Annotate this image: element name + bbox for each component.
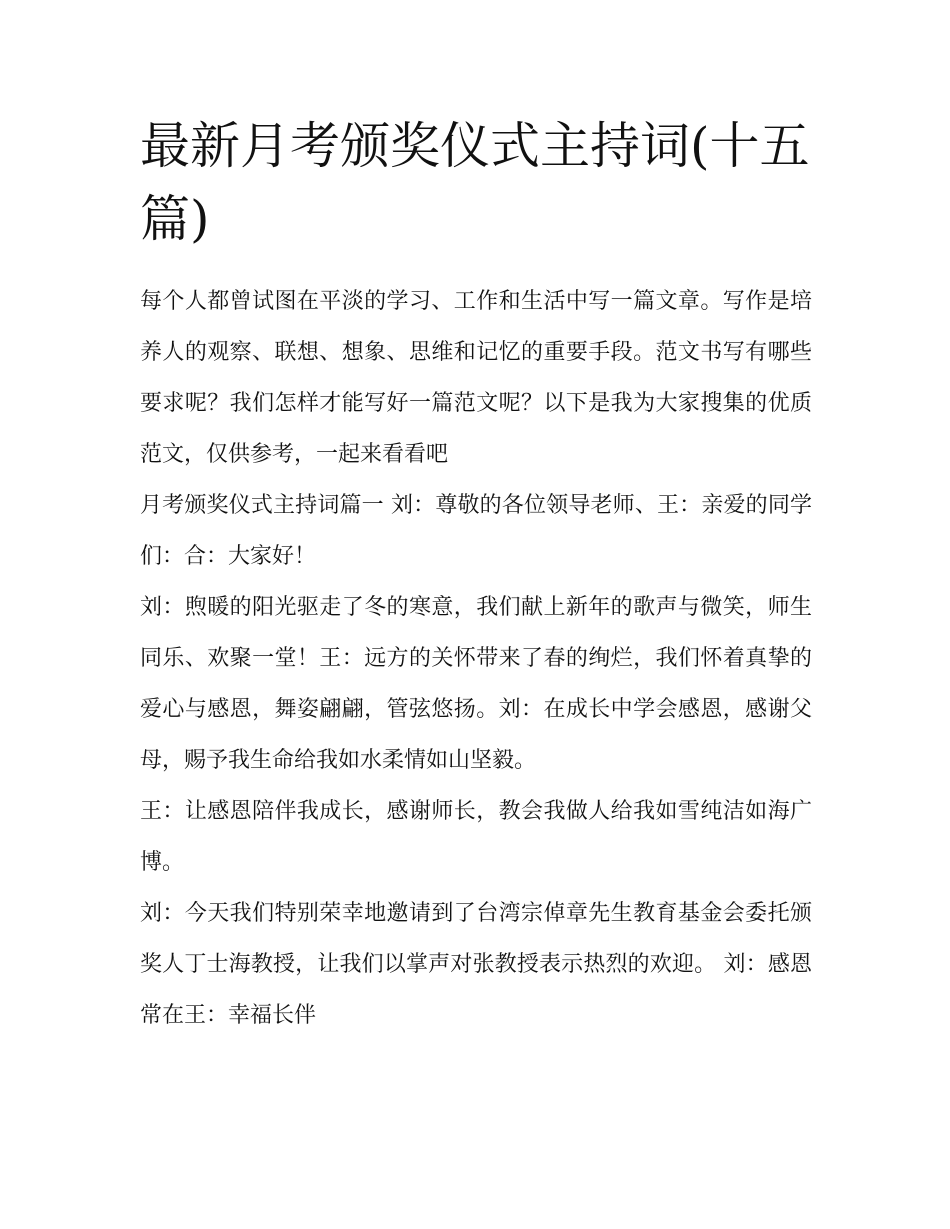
body-paragraph: 王：让感恩陪伴我成长，感谢师长，教会我做人给我如雪纯洁如海广博。 [140,799,812,875]
document-title: 最新月考颁奖仪式主持词(十五篇) [140,117,810,248]
document-page [140,110,812,1041]
intro-paragraph: 每个人都曾试图在平淡的学习、工作和生活中写一篇文章。写作是培养人的观察、联想、想象、思维和记忆的重要手段。范文书写有哪些要求呢？我们怎样才能写好一篇范文呢？以下是我为大家搜集的优质范文，仅供参考，一起来看看吧 [140,289,812,467]
opening-paragraph: 月考颁奖仪式主持词篇一 刘：尊敬的各位领导老师、王：亲爱的同学们：合：大家好！ [140,493,812,569]
body-paragraph: 刘：今天我们特别荣幸地邀请到了台湾宗倬章先生教育基金会委托颁奖人丁士海教授，让我们以掌声对张教授表示热烈的欢迎。 刘：感恩常在王：幸福长伴 [140,901,812,1028]
body-paragraph: 刘：煦暖的阳光驱走了冬的寒意，我们献上新年的歌声与微笑，师生同乐、欢聚一堂！王：远方的关怀带来了春的绚烂，我们怀着真挚的爱心与感恩，舞姿翩翩，管弦悠扬。刘：在成长中学会感恩，感谢父母，赐予我生命给我如水柔情如山坚毅。 [140,595,812,773]
